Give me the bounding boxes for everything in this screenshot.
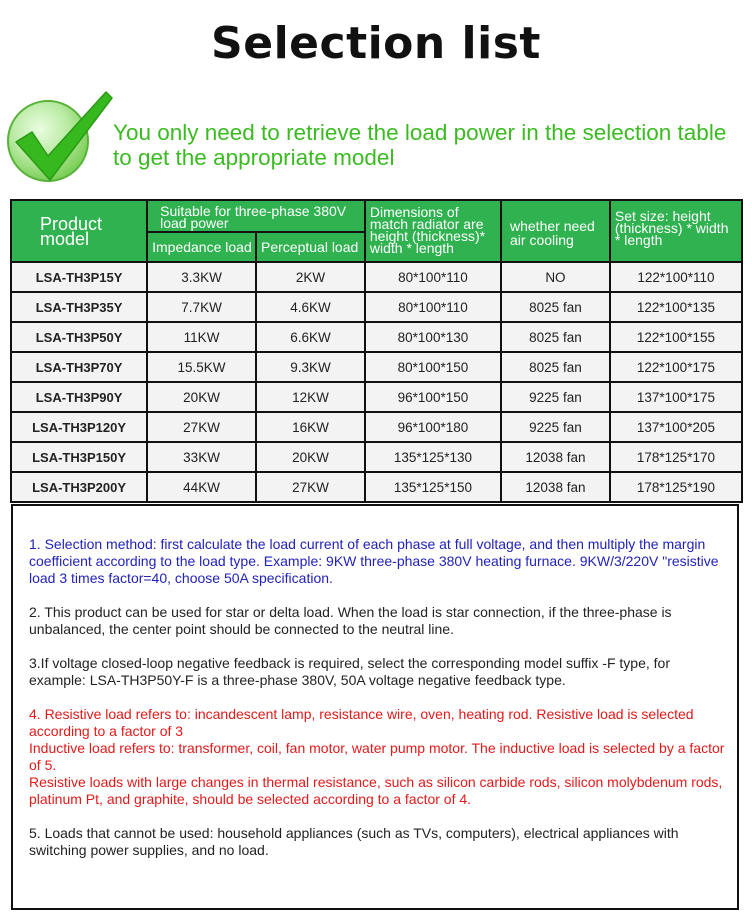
cell-model: LSA-TH3P70Y — [12, 353, 146, 381]
page-title: Selection list — [211, 18, 541, 69]
cell-set-size: 137*100*175 — [611, 383, 741, 411]
cell-model: LSA-TH3P50Y — [12, 323, 146, 351]
cell-model: LSA-TH3P15Y — [12, 263, 146, 291]
notes-box — [11, 504, 739, 910]
cell-cooling: NO — [502, 263, 609, 291]
cell-impedance: 3.3KW — [148, 263, 255, 291]
table-row — [12, 323, 741, 351]
cell-dimensions: 80*100*130 — [366, 323, 500, 351]
table-row — [12, 293, 741, 321]
cell-set-size: 122*100*155 — [611, 323, 741, 351]
note-feedback: 3.If voltage closed-loop negative feedback is required, select the corresponding model suffix -F type, for example: LSA-TH3P50Y-F is a three-phase 380V, 50A voltage negative feedback type. — [29, 655, 670, 688]
note-thermal-resistance: Resistive loads with large changes in thermal resistance, such as silicon carbide rods, silicon molybdenum rods, platinum Pt, and graphite, should be selected according to a factor of 4. — [29, 774, 723, 807]
cell-dimensions: 135*125*150 — [366, 473, 500, 501]
checkmark-icon — [2, 86, 114, 186]
header-suitable-load: Suitable for three-phase 380V load power — [148, 201, 364, 231]
note-unusable-loads: 5. Loads that cannot be used: household appliances (such as TVs, computers), electrical appliances with switching power supplies, and no load. — [29, 825, 679, 858]
note-selection-method: 1. Selection method: first calculate the load current of each phase at full voltage, and then multiply the margin coefficient according to the load type. Example: 9KW three-phase 380V heating furnace. 9KW/3/220V "resistive load 3 times factor=40, choose 50A specification. — [29, 536, 719, 586]
header-dimensions: Dimensions of match radiator are height (thickness)* width * length — [366, 201, 500, 261]
cell-perceptual: 4.6KW — [257, 293, 364, 321]
cell-model: LSA-TH3P120Y — [12, 413, 146, 441]
cell-dimensions: 96*100*180 — [366, 413, 500, 441]
header-impedance-load: Impedance load — [148, 233, 255, 261]
cell-set-size: 122*100*175 — [611, 353, 741, 381]
cell-cooling: 8025 fan — [502, 323, 609, 351]
cell-perceptual: 12KW — [257, 383, 364, 411]
cell-dimensions: 80*100*110 — [366, 263, 500, 291]
tagline: You only need to retrieve the load power in the selection table to get the appropriate model — [113, 120, 727, 170]
cell-model: LSA-TH3P150Y — [12, 443, 146, 471]
cell-cooling: 9225 fan — [502, 383, 609, 411]
table-row — [12, 353, 741, 381]
cell-perceptual: 20KW — [257, 443, 364, 471]
cell-impedance: 15.5KW — [148, 353, 255, 381]
cell-model: LSA-TH3P200Y — [12, 473, 146, 501]
cell-perceptual: 27KW — [257, 473, 364, 501]
cell-cooling: 8025 fan — [502, 293, 609, 321]
header-cooling: whether need air cooling — [502, 201, 609, 261]
note-star-delta: 2. This product can be used for star or delta load. When the load is star connection, if the three-phase is unbalanced, the center point should be connected to the neutral line. — [29, 604, 672, 637]
cell-impedance: 33KW — [148, 443, 255, 471]
cell-perceptual: 6.6KW — [257, 323, 364, 351]
cell-impedance: 11KW — [148, 323, 255, 351]
cell-dimensions: 96*100*150 — [366, 383, 500, 411]
cell-perceptual: 16KW — [257, 413, 364, 441]
cell-impedance: 27KW — [148, 413, 255, 441]
cell-cooling: 8025 fan — [502, 353, 609, 381]
cell-set-size: 178*125*170 — [611, 443, 741, 471]
cell-impedance: 44KW — [148, 473, 255, 501]
note-resistive-load: 4. Resistive load refers to: incandescent lamp, resistance wire, oven, heating rod. Resistive load is selected according to a factor of 3 — [29, 706, 694, 739]
note-inductive-load: Inductive load refers to: transformer, coil, fan motor, water pump motor. The inductive load is selected by a factor of 5. — [29, 740, 725, 773]
note-load-types — [29, 706, 727, 808]
cell-impedance: 20KW — [148, 383, 255, 411]
header-set-size: Set size: height (thickness) * width * length — [611, 201, 741, 261]
table-row — [12, 383, 741, 411]
cell-model: LSA-TH3P90Y — [12, 383, 146, 411]
cell-set-size: 122*100*135 — [611, 293, 741, 321]
cell-perceptual: 9.3KW — [257, 353, 364, 381]
cell-perceptual: 2KW — [257, 263, 364, 291]
cell-cooling: 12038 fan — [502, 443, 609, 471]
cell-set-size: 122*100*110 — [611, 263, 741, 291]
table-row — [12, 443, 741, 471]
table-row — [12, 263, 741, 291]
cell-cooling: 12038 fan — [502, 473, 609, 501]
table-row — [12, 413, 741, 441]
cell-set-size: 178*125*190 — [611, 473, 741, 501]
cell-model: LSA-TH3P35Y — [12, 293, 146, 321]
cell-cooling: 9225 fan — [502, 413, 609, 441]
header-perceptual-load: Perceptual load — [257, 233, 364, 261]
cell-dimensions: 80*100*150 — [366, 353, 500, 381]
cell-dimensions: 80*100*110 — [366, 293, 500, 321]
cell-set-size: 137*100*205 — [611, 413, 741, 441]
header-product-model: Product model — [12, 201, 146, 261]
table-row — [12, 473, 741, 501]
selection-table — [10, 199, 743, 503]
cell-impedance: 7.7KW — [148, 293, 255, 321]
cell-dimensions: 135*125*130 — [366, 443, 500, 471]
